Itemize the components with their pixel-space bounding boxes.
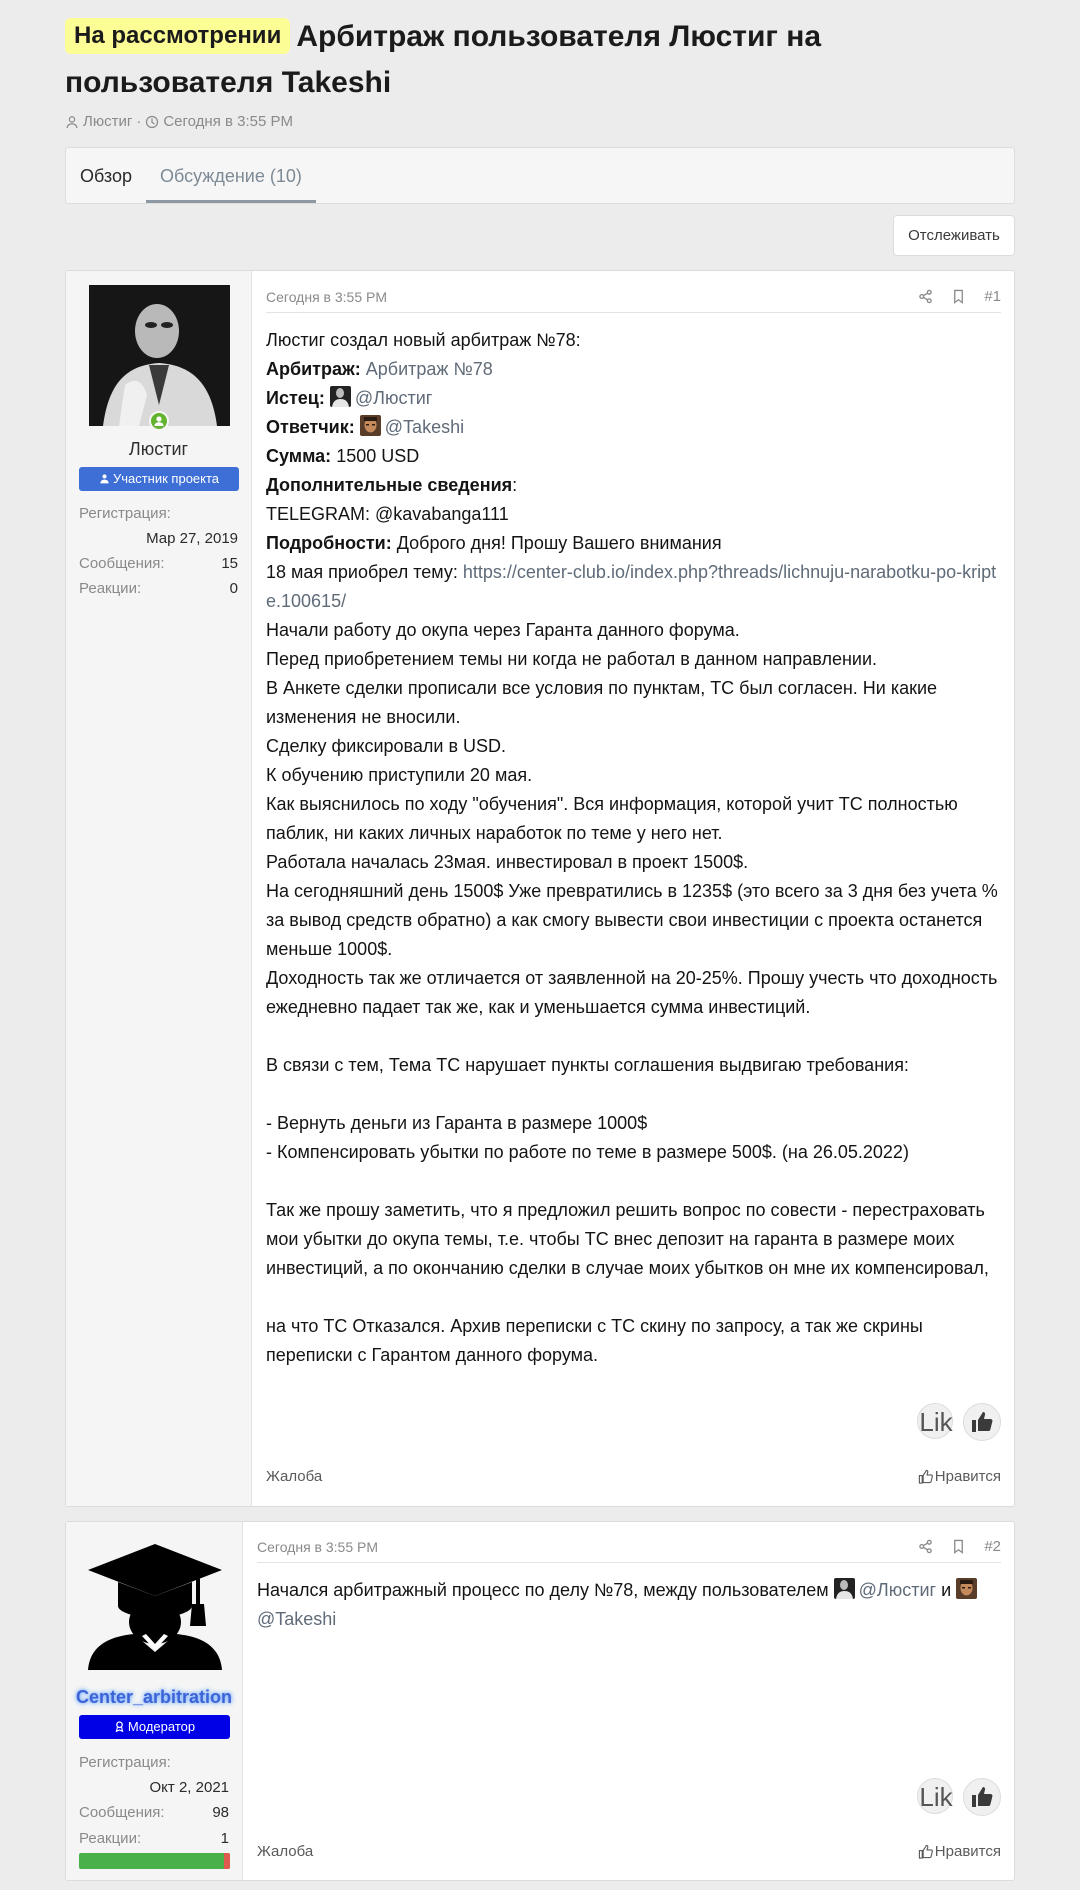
post-2-username[interactable]: Center_arbitration	[75, 1687, 233, 1707]
post-1-stat-react-value: 0	[229, 580, 238, 597]
spacer	[266, 1022, 1006, 1051]
reaction-score-bar	[79, 1853, 230, 1869]
claimant-link[interactable]: @Люстиг	[354, 388, 433, 408]
extra-label: Дополнительные сведения	[266, 475, 513, 495]
moderator-icon	[114, 1721, 125, 1732]
thread-tabs	[65, 147, 1015, 204]
extra-colon: :	[512, 475, 518, 495]
post-1-field-sum	[266, 442, 1006, 471]
post-1-demand: - Компенсировать убытки по работе по теме в размере 500$. (на 26.05.2022)	[266, 1142, 909, 1162]
post-1-demand: - Вернуть деньги из Гаранта в размере 1000$	[266, 1113, 648, 1133]
post-1-note: Так же прошу заметить, что я предложил решить вопрос по совести - перестраховать мои убытки до окупа темы, т.е. чтобы ТС внес депозит на гаранта в размере моих инвестиций, а по окончанию сделки в случае моих убытков он мне их компенсировал,	[266, 1200, 989, 1278]
post-2-like-button[interactable]	[918, 1843, 1001, 1860]
bookmark-icon[interactable]	[951, 1539, 966, 1554]
post-1-closing: на что ТС Отказался. Архив переписки с ТС скину по запросу, а так же скрины переписки с Гарантом данного форума.	[266, 1316, 923, 1365]
thumbs-up-icon	[970, 1410, 994, 1434]
post-2-reaction-thumb[interactable]	[963, 1778, 1001, 1816]
sum-value: 1500 USD	[336, 446, 420, 466]
meta-separator: ·	[136, 113, 142, 130]
post-1-demand-intro: В связи с тем, Тема ТС нарушает пункты соглашения выдвигаю требования:	[266, 1055, 909, 1075]
meta-author-link[interactable]: Люстиг	[83, 113, 133, 130]
post-1-reaction-thumb[interactable]	[963, 1403, 1001, 1441]
like-outline-icon	[918, 1469, 933, 1484]
post-2-and: и	[941, 1580, 952, 1600]
post-2-date[interactable]: Сегодня в 3:55 PM	[257, 1539, 379, 1555]
share-icon[interactable]	[918, 1539, 933, 1554]
post-1-number[interactable]: #1	[984, 288, 1001, 305]
post-1-paragraph: Как выяснилось по ходу "обучения". Вся информация, которой учит ТС полностью паблик, ни каких личных наработок по теме у него нет.	[266, 794, 958, 843]
details-label: Подробности:	[266, 533, 392, 553]
post-1-paragraph: В Анкете сделки прописали все условия по пунктам, ТС был согласен. Ни какие изменения не вносили.	[266, 678, 938, 727]
spacer	[266, 1167, 1006, 1196]
post-1-report-link[interactable]: Жалоба	[266, 1468, 323, 1485]
post-1-content	[266, 326, 1006, 1370]
post-1-paragraph: Доходность так же отличается от заявленной на 20-25%. Прошу учесть что доходность ежедневно падает так же, как и уменьшается сумма инвестиций.	[266, 968, 998, 1017]
post-1-reaction-bar	[917, 1403, 1001, 1441]
post-1-date[interactable]: Сегодня в 3:55 PM	[266, 289, 388, 305]
bookmark-icon[interactable]	[951, 289, 966, 304]
mention-takeshi[interactable]: @Takeshi	[257, 1609, 337, 1629]
claimant-avatar[interactable]	[330, 386, 351, 407]
post-1-stat-reg-key: Регистрация:	[79, 505, 171, 522]
post-2-stat-msg-value: 98	[212, 1804, 229, 1821]
user-icon	[65, 115, 79, 129]
post-2-body	[243, 1522, 1014, 1880]
post-1-stat-msg-value: 15	[221, 555, 238, 572]
post-1-paragraph: На сегодняшний день 1500$ Уже превратились в 1235$ (это всего за 3 дня без учета % за вывод средств обратно) а как смогу вывести свои инвестиции с проекта останется меньше 1000$.	[266, 881, 998, 959]
post-1-field-arbitration	[266, 355, 1006, 384]
post-1-intro: Люстиг создал новый арбитраж №78:	[266, 330, 581, 350]
post-1-username[interactable]: Люстиг	[128, 439, 189, 459]
post-2-stat-react-value: 1	[220, 1830, 229, 1847]
post-1-actions	[918, 288, 1001, 305]
post-1-like-label: Нравится	[934, 1468, 1001, 1485]
post-1-paragraph: Начали работу до окупа через Гаранта данного форума.	[266, 620, 740, 640]
post-1-paragraph: Работала началась 23мая. инвестировал в проект 1500$.	[266, 852, 749, 872]
post-2-reaction-lik[interactable]	[917, 1778, 953, 1814]
spacer	[266, 1283, 1006, 1312]
respondent-label: Ответчик:	[266, 417, 355, 437]
avatar[interactable]	[89, 285, 230, 426]
post-2-header-divider	[257, 1562, 1001, 1563]
post-2-role-text: Модератор	[127, 1719, 196, 1734]
thread-meta	[65, 113, 293, 130]
post-2-reaction-bar	[917, 1778, 1001, 1816]
post-1-stat-reg-value: Мар 27, 2019	[146, 530, 238, 547]
post-1-like-button[interactable]	[918, 1468, 1001, 1485]
post-2	[65, 1521, 1015, 1881]
post-1	[65, 270, 1015, 1507]
post-2-like-label: Нравится	[934, 1843, 1001, 1860]
post-2-stat-msg-key: Сообщения:	[79, 1804, 165, 1821]
reaction-lik-text: Lik	[919, 1407, 953, 1437]
post-2-text: Начался арбитражный процесс по делу №78, между пользователем	[257, 1580, 829, 1600]
mention1-avatar[interactable]	[834, 1578, 855, 1599]
post-1-body	[252, 271, 1014, 1506]
post-1-may18	[266, 558, 1006, 616]
thread-title-text: Арбитраж пользователя Люстиг на пользователя Takeshi	[65, 20, 822, 99]
post-1-field-claimant	[266, 384, 1006, 413]
thread-link[interactable]: https://center-club.io/index.php?threads/lichnuju-narabotku-po-kripte.100615/	[266, 562, 997, 611]
post-1-paragraph: Сделку фиксировали в USD.	[266, 736, 507, 756]
post-1-paragraph: К обучению приступили 20 мая.	[266, 765, 533, 785]
spacer	[266, 1080, 1006, 1109]
post-1-paragraph: Перед приобретением темы ни когда не работал в данном направлении.	[266, 649, 878, 669]
clock-icon	[145, 115, 159, 129]
may18-text: 18 мая приобрел тему:	[266, 562, 458, 582]
post-2-stat-reg-key: Регистрация:	[79, 1754, 171, 1771]
online-status-icon	[149, 411, 169, 431]
post-2-role-badge	[79, 1715, 230, 1739]
post-1-telegram: TELEGRAM: @kavabanga111	[266, 504, 509, 524]
member-icon	[99, 473, 110, 484]
arb-link[interactable]: Арбитраж №78	[365, 359, 493, 379]
post-1-reaction-lik[interactable]	[917, 1403, 953, 1439]
mention-lustig[interactable]: @Люстиг	[858, 1580, 937, 1600]
post-2-user-panel	[66, 1522, 243, 1880]
avatar[interactable]	[86, 1540, 224, 1670]
mention2-avatar[interactable]	[956, 1578, 977, 1599]
post-2-stat-react-key: Реакции:	[79, 1830, 142, 1847]
details-value: Доброго дня! Прошу Вашего внимания	[396, 533, 722, 553]
post-2-report-link[interactable]: Жалоба	[257, 1843, 314, 1860]
avatar-photo-icon	[89, 285, 230, 426]
share-icon[interactable]	[918, 289, 933, 304]
post-1-header-divider	[266, 312, 1001, 313]
page-title	[65, 14, 1015, 106]
graduate-avatar-icon	[86, 1540, 224, 1670]
reaction-score-negative	[224, 1853, 230, 1869]
post-2-content	[257, 1576, 1002, 1634]
like-outline-icon	[918, 1844, 933, 1859]
status-badge: На рассмотрении	[65, 18, 290, 54]
post-1-role-badge	[79, 467, 239, 491]
claimant-label: Истец:	[266, 388, 325, 408]
post-1-user-panel	[66, 271, 252, 1506]
post-1-field-details	[266, 529, 1006, 558]
post-2-number[interactable]: #2	[984, 1538, 1001, 1555]
post-1-field-respondent	[266, 413, 1006, 442]
post-2-actions	[918, 1538, 1001, 1555]
watch-button[interactable]: Отслеживать	[893, 215, 1015, 256]
tab-discussion[interactable]: Обсуждение (10)	[146, 148, 316, 203]
respondent-avatar[interactable]	[360, 415, 381, 436]
meta-time: Сегодня в 3:55 PM	[163, 113, 293, 130]
arb-label: Арбитраж:	[266, 359, 361, 379]
reaction-lik-text: Lik	[919, 1782, 953, 1812]
post-1-stat-react-key: Реакции:	[79, 580, 142, 597]
thumbs-up-icon	[970, 1785, 994, 1809]
tab-overview[interactable]: Обзор	[80, 166, 132, 186]
post-1-role-text: Участник проекта	[112, 471, 220, 486]
sum-label: Сумма:	[266, 446, 332, 466]
respondent-link[interactable]: @Takeshi	[384, 417, 465, 437]
post-2-stat-reg-value: Окт 2, 2021	[149, 1779, 229, 1796]
post-1-field-extra	[266, 471, 1006, 500]
post-1-stat-msg-key: Сообщения:	[79, 555, 165, 572]
